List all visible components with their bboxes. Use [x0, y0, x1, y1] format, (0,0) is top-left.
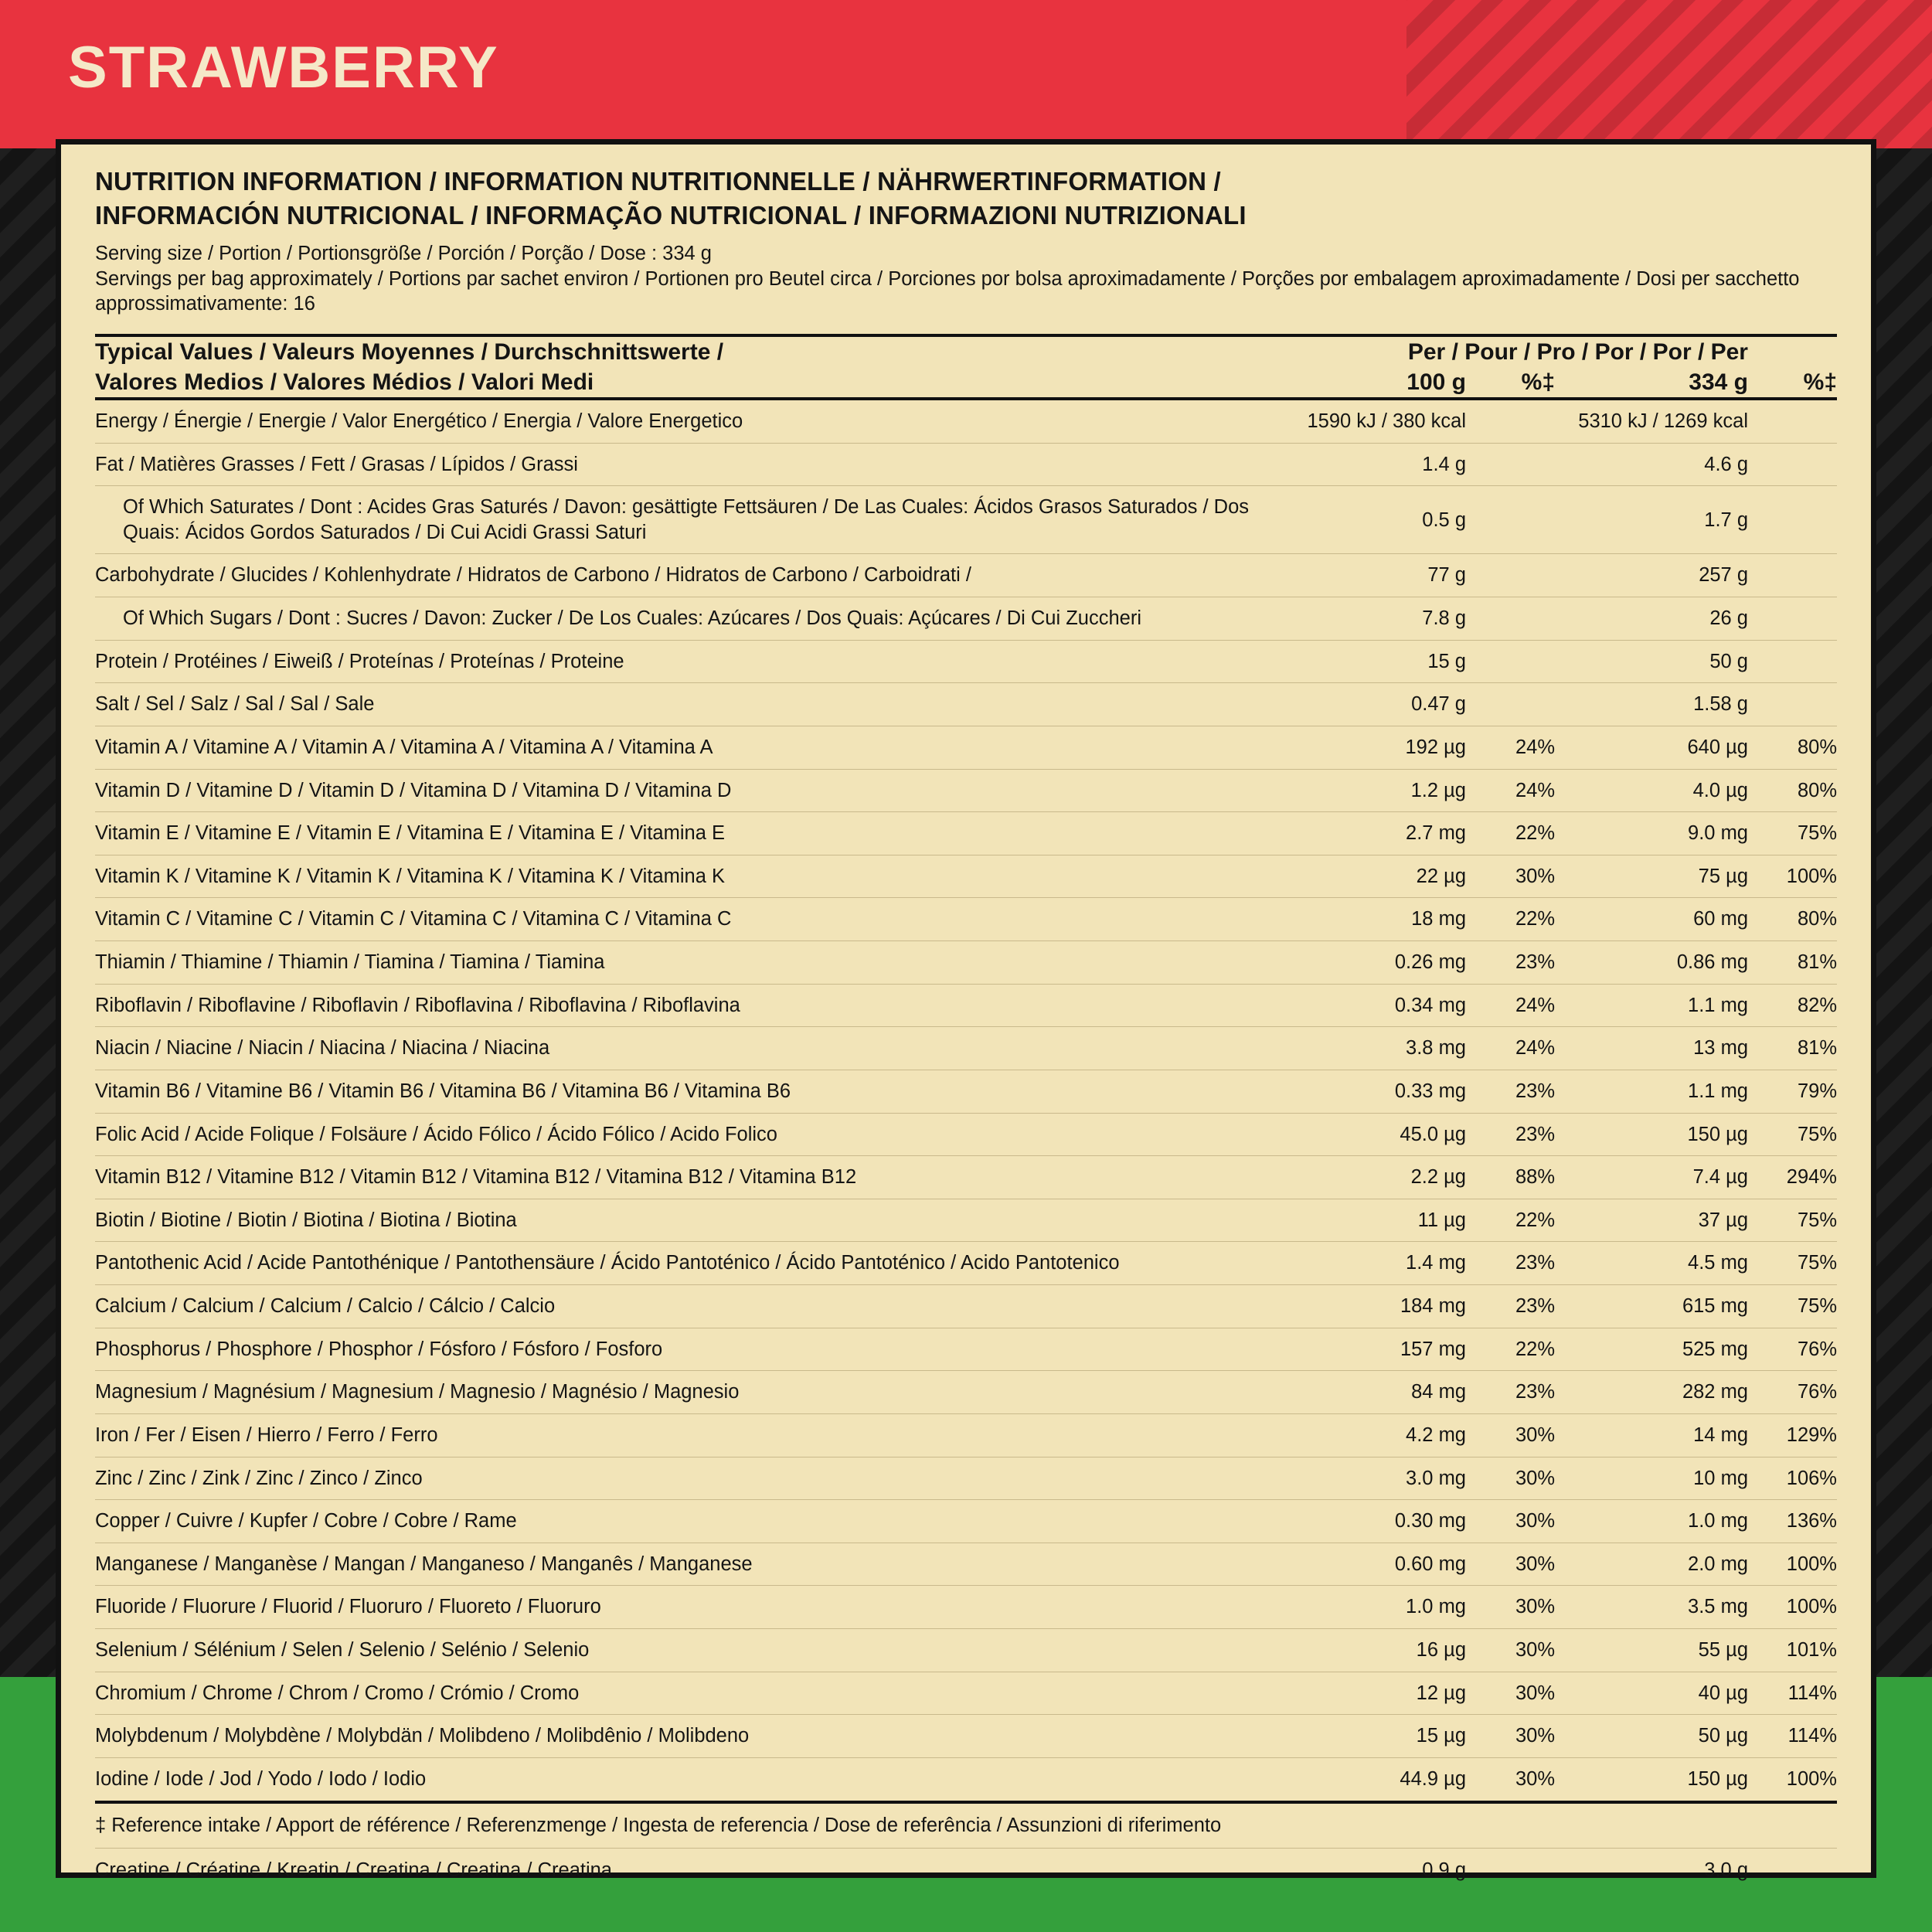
percent-per-100g [1466, 399, 1555, 443]
value-per-334g: 640 µg [1555, 726, 1748, 769]
table-row [95, 1328, 1837, 1371]
value-per-100g: 44.9 µg [1292, 1757, 1466, 1801]
table-row [95, 1413, 1837, 1457]
nutrient-label: Niacin / Niacine / Niacin / Niacina / Niacina / Niacina [95, 1027, 1292, 1070]
percent-per-100g: 24% [1466, 726, 1555, 769]
nutrient-label: Zinc / Zinc / Zink / Zinc / Zinco / Zinco [95, 1457, 1292, 1500]
percent-per-334g [1748, 554, 1837, 597]
table-row [95, 640, 1837, 683]
creatine-row [95, 1848, 1837, 1891]
table-row [95, 855, 1837, 898]
value-per-334g: 37 µg [1555, 1199, 1748, 1242]
percent-per-334g: 129% [1748, 1413, 1837, 1457]
serving-info [95, 241, 1837, 317]
value-per-334g: 0.86 mg [1555, 941, 1748, 985]
value-per-100g: 3.8 mg [1292, 1027, 1466, 1070]
table-row [95, 1629, 1837, 1672]
value-per-100g: 22 µg [1292, 855, 1466, 898]
nutrient-label: Chromium / Chrome / Chrom / Cromo / Crómio / Cromo [95, 1672, 1292, 1715]
nutrient-label: Energy / Énergie / Energie / Valor Energético / Energia / Valore Energetico [95, 399, 1292, 443]
value-per-334g: 150 µg [1555, 1757, 1748, 1801]
value-per-334g: 26 g [1555, 597, 1748, 641]
percent-per-334g: 75% [1748, 1199, 1837, 1242]
nutrient-label: Of Which Sugars / Dont : Sucres / Davon: Zucker / De Los Cuales: Azúcares / Dos Quais: Açúcares / Di Cui Zuccheri [95, 597, 1292, 641]
percent-per-334g: 81% [1748, 1027, 1837, 1070]
value-per-334g: 282 mg [1555, 1371, 1748, 1414]
nutrient-label: Folic Acid / Acide Folique / Folsäure / Ácido Fólico / Ácido Fólico / Acido Folico [95, 1113, 1292, 1156]
value-per-100g: 1.2 µg [1292, 769, 1466, 812]
percent-per-100g: 23% [1466, 1285, 1555, 1328]
table-row [95, 1242, 1837, 1285]
value-per-100g: 84 mg [1292, 1371, 1466, 1414]
value-per-334g: 10 mg [1555, 1457, 1748, 1500]
value-per-100g: 0.60 mg [1292, 1543, 1466, 1586]
value-per-334g: 3.5 mg [1555, 1586, 1748, 1629]
percent-per-334g: 79% [1748, 1070, 1837, 1113]
table-row [95, 1586, 1837, 1629]
nutrient-label: Thiamin / Thiamine / Thiamin / Tiamina / Tiamina / Tiamina [95, 941, 1292, 985]
value-per-334g: 4.5 mg [1555, 1242, 1748, 1285]
percent-per-334g: 294% [1748, 1156, 1837, 1199]
percent-per-100g: 30% [1466, 1413, 1555, 1457]
percent-per-334g [1748, 486, 1837, 554]
value-per-100g: 0.26 mg [1292, 941, 1466, 985]
value-per-334g: 50 µg [1555, 1715, 1748, 1758]
table-row [95, 1113, 1837, 1156]
percent-per-334g [1748, 640, 1837, 683]
unit-percent-1: %‡ [1521, 369, 1555, 395]
creatine-percent-per-334g [1748, 1848, 1837, 1891]
percent-per-334g: 75% [1748, 1113, 1837, 1156]
value-per-100g: 184 mg [1292, 1285, 1466, 1328]
column-header-per [1292, 335, 1748, 399]
percent-per-100g: 23% [1466, 1371, 1555, 1414]
percent-per-334g: 101% [1748, 1629, 1837, 1672]
table-row [95, 1672, 1837, 1715]
unit-per-100g: 100 g [1406, 369, 1466, 395]
value-per-334g: 2.0 mg [1555, 1543, 1748, 1586]
percent-per-334g [1748, 443, 1837, 486]
table-row [95, 1156, 1837, 1199]
value-per-334g: 9.0 mg [1555, 812, 1748, 855]
nutrient-label: Iodine / Iode / Jod / Yodo / Iodo / Iodio [95, 1757, 1292, 1801]
value-per-334g: 1.58 g [1555, 683, 1748, 726]
value-per-334g: 150 µg [1555, 1113, 1748, 1156]
percent-per-100g [1466, 640, 1555, 683]
value-per-100g: 18 mg [1292, 898, 1466, 941]
value-per-334g: 525 mg [1555, 1328, 1748, 1371]
table-row [95, 1199, 1837, 1242]
percent-per-100g: 30% [1466, 1672, 1555, 1715]
unit-per-334g: 334 g [1689, 369, 1748, 395]
percent-per-100g: 23% [1466, 941, 1555, 985]
value-per-100g: 2.2 µg [1292, 1156, 1466, 1199]
percent-per-334g: 81% [1748, 941, 1837, 985]
value-per-100g: 0.47 g [1292, 683, 1466, 726]
table-row [95, 683, 1837, 726]
percent-per-334g: 100% [1748, 1586, 1837, 1629]
nutrient-label: Vitamin A / Vitamine A / Vitamin A / Vitamina A / Vitamina A / Vitamina A [95, 726, 1292, 769]
percent-per-334g: 114% [1748, 1715, 1837, 1758]
table-row [95, 1543, 1837, 1586]
panel-title-line1: NUTRITION INFORMATION / INFORMATION NUTRITIONNELLE / NÄHRWERTINFORMATION / [95, 167, 1221, 196]
flavour-title: STRAWBERRY [68, 35, 499, 100]
percent-per-100g: 30% [1466, 1457, 1555, 1500]
percent-per-334g: 114% [1748, 1672, 1837, 1715]
panel-title [95, 165, 1837, 232]
percent-per-334g: 106% [1748, 1457, 1837, 1500]
nutrient-label: Protein / Protéines / Eiweiß / Proteínas / Proteínas / Proteine [95, 640, 1292, 683]
nutrient-label: Vitamin E / Vitamine E / Vitamin E / Vitamina E / Vitamina E / Vitamina E [95, 812, 1292, 855]
panel-title-line2: INFORMACIÓN NUTRICIONAL / INFORMAÇÃO NUTRICIONAL / INFORMAZIONI NUTRIZIONALI [95, 200, 1247, 230]
value-per-100g: 192 µg [1292, 726, 1466, 769]
table-row [95, 726, 1837, 769]
percent-per-100g: 23% [1466, 1113, 1555, 1156]
value-per-100g: 0.33 mg [1292, 1070, 1466, 1113]
value-per-334g: 257 g [1555, 554, 1748, 597]
table-row [95, 812, 1837, 855]
percent-per-100g: 30% [1466, 1500, 1555, 1543]
nutrient-label: Fluoride / Fluorure / Fluorid / Fluoruro / Fluoreto / Fluoruro [95, 1586, 1292, 1629]
percent-per-334g: 80% [1748, 769, 1837, 812]
nutrient-label: Vitamin B12 / Vitamine B12 / Vitamin B12 / Vitamina B12 / Vitamina B12 / Vitamina B12 [95, 1156, 1292, 1199]
value-per-334g: 40 µg [1555, 1672, 1748, 1715]
value-per-334g: 4.0 µg [1555, 769, 1748, 812]
percent-per-100g: 30% [1466, 1757, 1555, 1801]
value-per-100g: 0.34 mg [1292, 984, 1466, 1027]
header-band-stripes [1406, 0, 1932, 148]
percent-per-100g: 30% [1466, 1586, 1555, 1629]
value-per-100g: 7.8 g [1292, 597, 1466, 641]
table-row [95, 486, 1837, 554]
table-body [95, 399, 1837, 1891]
table-row [95, 1070, 1837, 1113]
value-per-334g: 1.0 mg [1555, 1500, 1748, 1543]
percent-per-100g [1466, 443, 1555, 486]
percent-per-100g [1466, 597, 1555, 641]
value-per-100g: 3.0 mg [1292, 1457, 1466, 1500]
creatine-percent-per-100g [1466, 1848, 1555, 1891]
value-per-334g: 1.1 mg [1555, 984, 1748, 1027]
percent-per-100g: 24% [1466, 769, 1555, 812]
percent-per-100g: 30% [1466, 855, 1555, 898]
nutrient-label: Riboflavin / Riboflavine / Riboflavin / Riboflavina / Riboflavina / Riboflavina [95, 984, 1292, 1027]
table-row [95, 1285, 1837, 1328]
percent-per-334g [1748, 597, 1837, 641]
value-per-100g: 0.30 mg [1292, 1500, 1466, 1543]
percent-per-100g: 88% [1466, 1156, 1555, 1199]
value-per-334g: 13 mg [1555, 1027, 1748, 1070]
percent-per-100g: 30% [1466, 1543, 1555, 1586]
value-per-100g: 16 µg [1292, 1629, 1466, 1672]
percent-per-334g: 100% [1748, 1757, 1837, 1801]
reference-intake-footnote: ‡ Reference intake / Apport de référence / Referenzmenge / Ingesta de referencia / Dose de referência / Assunzioni di riferimento [95, 1802, 1837, 1849]
percent-per-100g [1466, 683, 1555, 726]
percent-per-100g: 30% [1466, 1629, 1555, 1672]
percent-per-100g: 23% [1466, 1242, 1555, 1285]
nutrient-label: Biotin / Biotine / Biotin / Biotina / Biotina / Biotina [95, 1199, 1292, 1242]
percent-per-334g: 75% [1748, 812, 1837, 855]
value-per-100g: 157 mg [1292, 1328, 1466, 1371]
percent-per-334g: 76% [1748, 1371, 1837, 1414]
value-per-100g: 1.4 g [1292, 443, 1466, 486]
percent-per-334g: 100% [1748, 1543, 1837, 1586]
table-row [95, 941, 1837, 985]
table-row [95, 1457, 1837, 1500]
nutrient-label: Phosphorus / Phosphore / Phosphor / Fósforo / Fósforo / Fosforo [95, 1328, 1292, 1371]
nutrient-label: Carbohydrate / Glucides / Kohlenhydrate / Hidratos de Carbono / Hidratos de Carbono / Carboidrati / [95, 554, 1292, 597]
nutrient-label: Vitamin D / Vitamine D / Vitamin D / Vitamina D / Vitamina D / Vitamina D [95, 769, 1292, 812]
value-per-100g: 12 µg [1292, 1672, 1466, 1715]
value-per-100g: 15 g [1292, 640, 1466, 683]
percent-per-100g: 22% [1466, 1199, 1555, 1242]
typical-values-line2: Valores Medios / Valores Médios / Valori Medi [95, 369, 594, 395]
percent-per-100g [1466, 486, 1555, 554]
table-row [95, 1027, 1837, 1070]
creatine-label: Creatine / Créatine / Kreatin / Creatina / Creatina / Creatina [95, 1859, 612, 1881]
nutrient-label: Magnesium / Magnésium / Magnesium / Magnesio / Magnésio / Magnesio [95, 1371, 1292, 1414]
column-header-typical-values [95, 335, 1292, 399]
value-per-100g: 11 µg [1292, 1199, 1466, 1242]
percent-per-100g [1466, 554, 1555, 597]
percent-per-334g: 82% [1748, 984, 1837, 1027]
value-per-100g: 0.5 g [1292, 486, 1466, 554]
nutrient-label: Vitamin C / Vitamine C / Vitamin C / Vitamina C / Vitamina C / Vitamina C [95, 898, 1292, 941]
value-per-100g: 1.4 mg [1292, 1242, 1466, 1285]
creatine-value-per-334g: 3.0 g [1704, 1859, 1748, 1881]
percent-per-100g: 30% [1466, 1715, 1555, 1758]
nutrient-label: Manganese / Manganèse / Mangan / Manganeso / Manganês / Manganese [95, 1543, 1292, 1586]
percent-per-334g: 80% [1748, 898, 1837, 941]
value-per-334g: 7.4 µg [1555, 1156, 1748, 1199]
value-per-100g: 77 g [1292, 554, 1466, 597]
percent-per-100g: 23% [1466, 1070, 1555, 1113]
value-per-100g: 2.7 mg [1292, 812, 1466, 855]
value-per-334g: 60 mg [1555, 898, 1748, 941]
percent-per-100g: 24% [1466, 1027, 1555, 1070]
nutrient-label: Copper / Cuivre / Kupfer / Cobre / Cobre / Rame [95, 1500, 1292, 1543]
value-per-100g: 1.0 mg [1292, 1586, 1466, 1629]
typical-values-line1: Typical Values / Valeurs Moyennes / Durchschnittswerte / [95, 338, 724, 365]
percent-per-100g: 22% [1466, 898, 1555, 941]
value-per-334g: 4.6 g [1555, 443, 1748, 486]
value-per-100g: 15 µg [1292, 1715, 1466, 1758]
percent-per-100g: 22% [1466, 812, 1555, 855]
table-header-row [95, 335, 1837, 399]
value-per-334g: 55 µg [1555, 1629, 1748, 1672]
table-row [95, 1371, 1837, 1414]
nutrient-label: Of Which Saturates / Dont : Acides Gras Saturés / Davon: gesättigte Fettsäuren / De Las Cuales: Ácidos Grasos Saturados / Dos Quais: Ácidos Gordos Saturados / Di Cui Acidi Grassi Saturi [95, 486, 1292, 554]
table-row [95, 1757, 1837, 1801]
value-per-334g: 1.1 mg [1555, 1070, 1748, 1113]
percent-per-334g: 136% [1748, 1500, 1837, 1543]
table-row [95, 984, 1837, 1027]
unit-percent-2: %‡ [1803, 369, 1837, 395]
value-per-334g: 50 g [1555, 640, 1748, 683]
nutrient-label: Fat / Matières Grasses / Fett / Grasas / Lípidos / Grassi [95, 443, 1292, 486]
table-row [95, 1500, 1837, 1543]
reference-intake-footnote-row [95, 1802, 1837, 1849]
table-row [95, 399, 1837, 443]
nutrient-label: Vitamin K / Vitamine K / Vitamin K / Vitamina K / Vitamina K / Vitamina K [95, 855, 1292, 898]
percent-per-100g: 22% [1466, 1328, 1555, 1371]
value-per-334g: 5310 kJ / 1269 kcal [1555, 399, 1748, 443]
percent-per-100g: 24% [1466, 984, 1555, 1027]
serving-size: Serving size / Portion / Portionsgröße / Porción / Porção / Dose : 334 g [95, 243, 712, 265]
nutrient-label: Calcium / Calcium / Calcium / Calcio / Cálcio / Calcio [95, 1285, 1292, 1328]
percent-per-334g: 100% [1748, 855, 1837, 898]
nutrient-label: Iron / Fer / Eisen / Hierro / Ferro / Ferro [95, 1413, 1292, 1457]
percent-per-334g [1748, 399, 1837, 443]
per-label: Per / Pour / Pro / Por / Por / Per [1407, 338, 1748, 365]
creatine-value-per-100g: 0.9 g [1422, 1859, 1466, 1881]
per-units-row [1292, 367, 1748, 397]
percent-per-334g: 80% [1748, 726, 1837, 769]
table-row [95, 898, 1837, 941]
table-row [95, 1715, 1837, 1758]
percent-per-334g [1748, 683, 1837, 726]
table-row [95, 769, 1837, 812]
nutrition-table [95, 334, 1837, 1891]
percent-per-334g: 76% [1748, 1328, 1837, 1371]
table-row [95, 554, 1837, 597]
nutrient-label: Pantothenic Acid / Acide Pantothénique / Pantothensäure / Ácido Pantoténico / Ácido Pantoténico / Acido Pantotenico [95, 1242, 1292, 1285]
value-per-100g: 1590 kJ / 380 kcal [1292, 399, 1466, 443]
value-per-100g: 45.0 µg [1292, 1113, 1466, 1156]
nutrient-label: Selenium / Sélénium / Selen / Selenio / Selénio / Selenio [95, 1629, 1292, 1672]
table-row [95, 443, 1837, 486]
table-row [95, 597, 1837, 641]
percent-per-334g: 75% [1748, 1285, 1837, 1328]
percent-per-334g: 75% [1748, 1242, 1837, 1285]
value-per-334g: 75 µg [1555, 855, 1748, 898]
value-per-100g: 4.2 mg [1292, 1413, 1466, 1457]
column-header-spacer [1748, 335, 1837, 399]
nutrient-label: Salt / Sel / Salz / Sal / Sal / Sale [95, 683, 1292, 726]
value-per-334g: 615 mg [1555, 1285, 1748, 1328]
nutrition-panel [56, 139, 1876, 1881]
value-per-334g: 1.7 g [1555, 486, 1748, 554]
value-per-334g: 14 mg [1555, 1413, 1748, 1457]
nutrient-label: Molybdenum / Molybdène / Molybdän / Molibdeno / Molibdênio / Molibdeno [95, 1715, 1292, 1758]
servings-per-bag: Servings per bag approximately / Portions par sachet environ / Portionen pro Beutel circa / Porciones por bolsa aproximadamente / Porções por embalagem aproximadamente / Dosi per sacchetto approssimativamente: 16 [95, 267, 1800, 315]
nutrient-label: Vitamin B6 / Vitamine B6 / Vitamin B6 / Vitamina B6 / Vitamina B6 / Vitamina B6 [95, 1070, 1292, 1113]
